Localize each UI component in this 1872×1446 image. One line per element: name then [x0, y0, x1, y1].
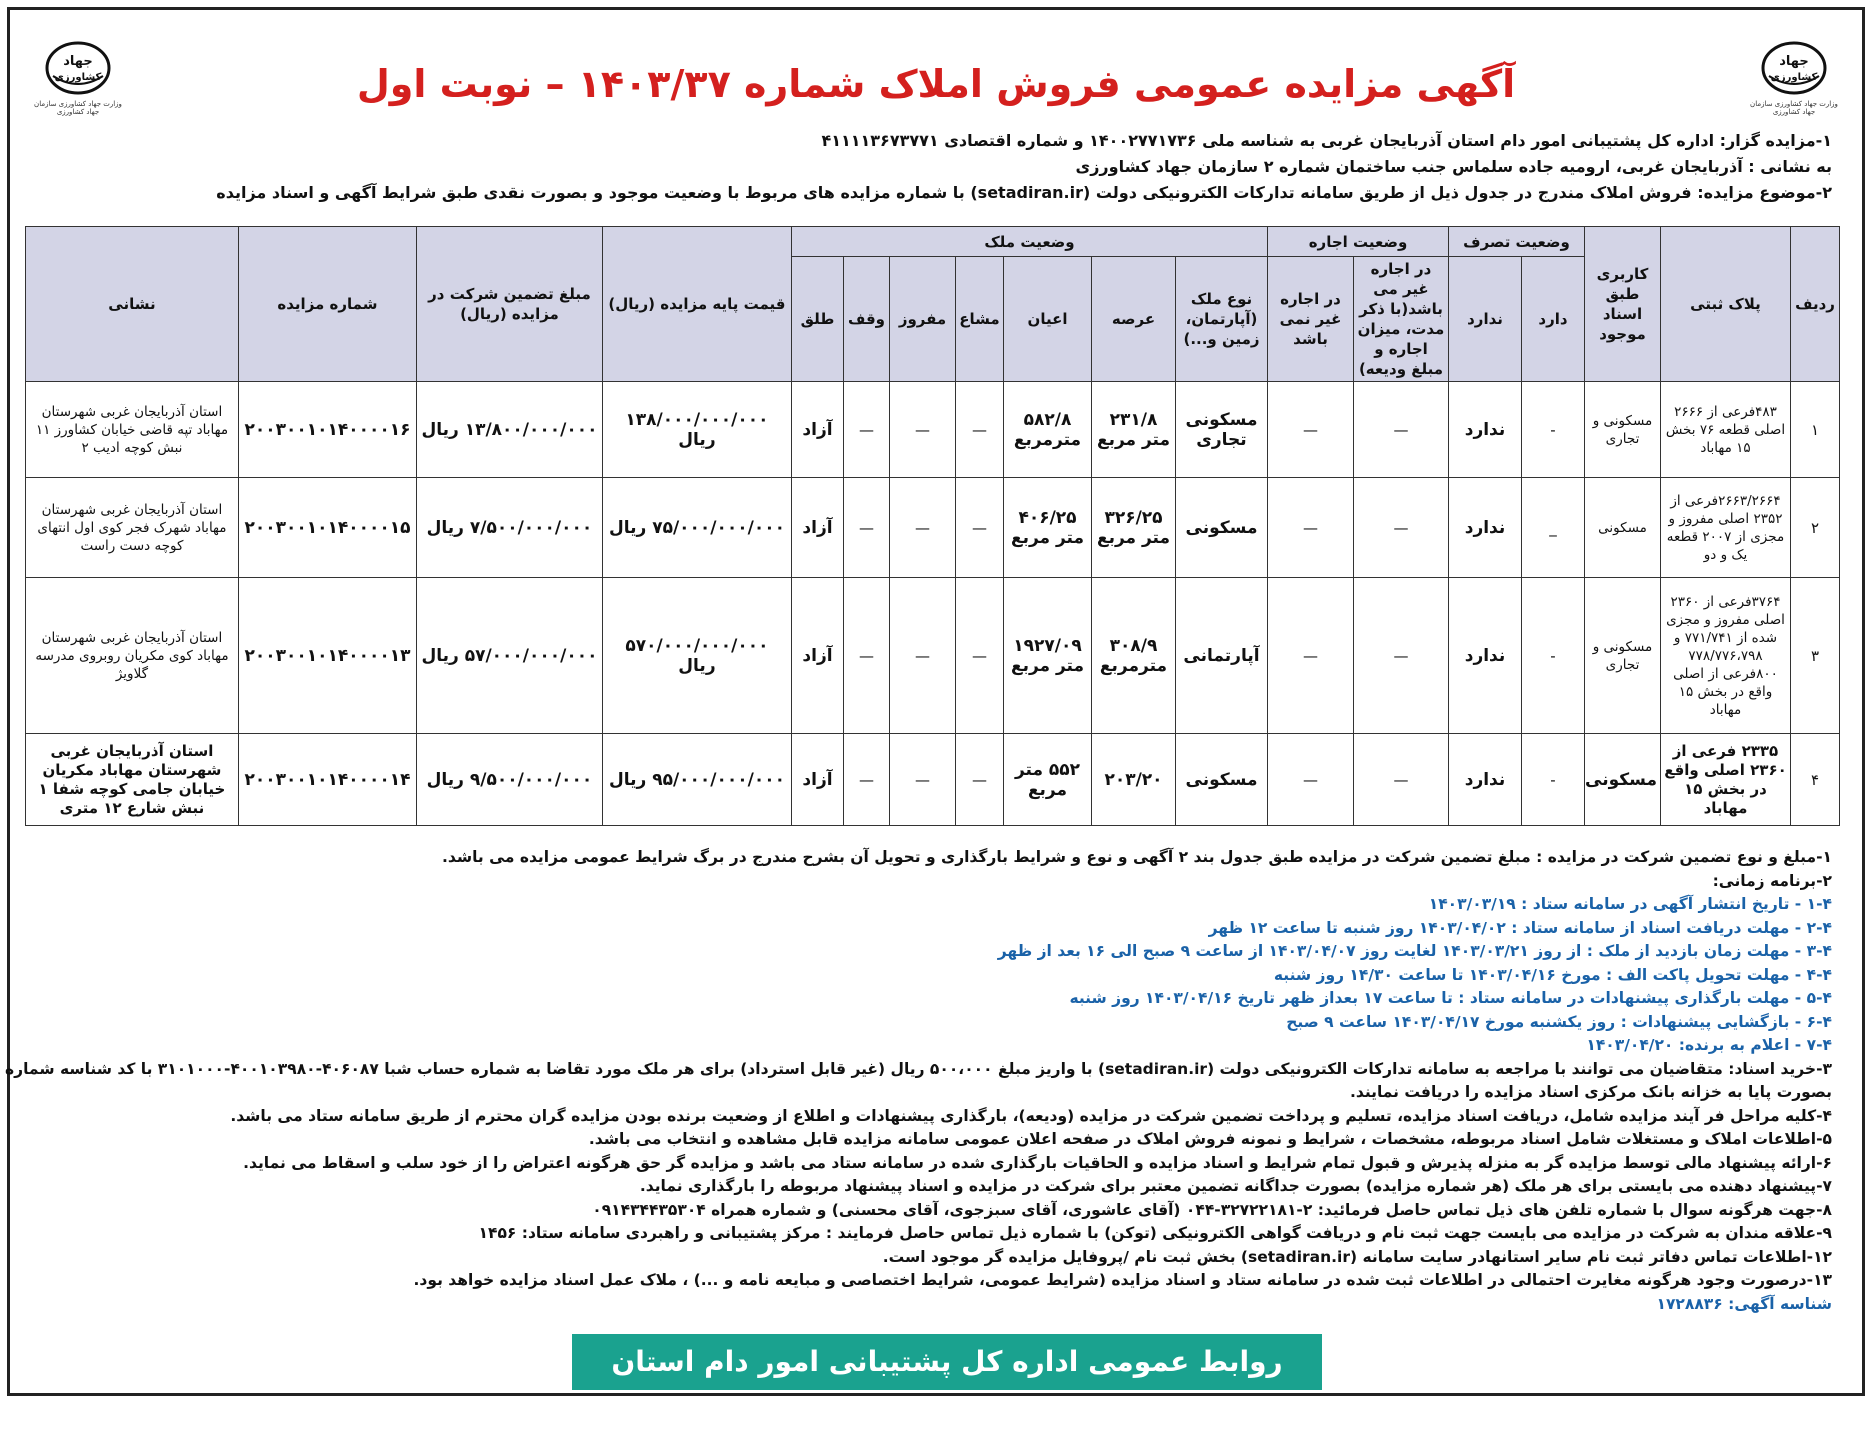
cell-not-leased: — [1268, 734, 1354, 826]
cell-plate: ۳۷۶۴فرعی از ۲۳۶۰ اصلی مفروز و مجزی شده از ۷۷۱/۷۴۱ و ۷۷۸/۷۷۶،۷۹۸ ۸۰۰فرعی از اصلی واقع در بخش ۱۵ مهاباد [1661, 578, 1791, 734]
cell-waqf: — [844, 578, 890, 734]
cell-land: ۳۰۸/۹ مترمربع [1092, 578, 1176, 734]
cell-separated: — [890, 478, 956, 578]
cell-leased: — [1354, 578, 1449, 734]
cell-waqf: — [844, 734, 890, 826]
cell-has: - [1522, 382, 1585, 478]
cell-row: ۱ [1791, 382, 1840, 478]
cell-base-price: ۹۵/۰۰۰/۰۰۰/۰۰۰ ریال [602, 734, 791, 826]
cell-address: استان آذربایجان غربی شهرستان مهاباد کوی مکریان روبروی مدرسه گلاویژ [25, 578, 238, 734]
cell-guarantee: ۱۳/۸۰۰/۰۰۰/۰۰۰ ریال [416, 382, 602, 478]
header-free: طلق [791, 257, 843, 382]
cell-plate: ۲۶۶۳/۲۶۶۴فرعی از ۲۳۵۲ اصلی مفروز و مجزی از ۲۰۰۷ قطعه یک و دو [1661, 478, 1791, 578]
note-line: ۴-۴ - مهلت تحویل پاکت الف : مورخ ۱۴۰۳/۰۴/۱۶ تا ساعت ۱۴/۳۰ روز شنبه [1273, 965, 1832, 984]
cell-leased: — [1354, 478, 1449, 578]
cell-type: مسکونی [1176, 478, 1268, 578]
cell-waqf: — [844, 478, 890, 578]
header-lease: وضعیت اجاره [1268, 227, 1449, 257]
header-shared: مشاع [956, 257, 1004, 382]
cell-type: مسکونی [1176, 734, 1268, 826]
table-row [25, 578, 1839, 734]
table-row [25, 382, 1839, 478]
cell-auction-number: ۲۰۰۳۰۰۱۰۱۴۰۰۰۰۱۶ [238, 382, 416, 478]
cell-building: ۵۵۲ متر مربع [1004, 734, 1092, 826]
cell-shared: — [956, 382, 1004, 478]
cell-building: ۵۸۲/۸ مترمربع [1004, 382, 1092, 478]
cell-has: _ [1522, 478, 1585, 578]
cell-shared: — [956, 578, 1004, 734]
cell-has-not: ندارد [1449, 734, 1522, 826]
note-line: ۲-برنامه زمانی: [1712, 871, 1832, 890]
note-line: ۳-۴ - مهلت زمان بازدید از ملک : از روز ۱۴۰۳/۰۳/۲۱ لغایت روز ۱۴۰۳/۰۴/۰۷ از ساعت ۹ صبح الی ۱۶ بعد از ظهر [997, 942, 1832, 960]
note-line: ۴-کلیه مراحل فر آیند مزایده شامل، دریافت اسناد مزایده، تسلیم و پرداخت تضمین شرکت در مزایده (ودیعه)، بارگذاری پیشنهادات و اطلاع از وضعیت برنده بودن مزایده گران محترم از طریق سامانه ستاد می باشد. [230, 1106, 1832, 1125]
cell-auction-number: ۲۰۰۳۰۰۱۰۱۴۰۰۰۰۱۵ [238, 478, 416, 578]
cell-guarantee: ۹/۵۰۰/۰۰۰/۰۰۰ ریال [416, 734, 602, 826]
cell-usage: مسکونی [1585, 734, 1661, 826]
note-line: ۹-علاقه مندان به شرکت در مزایده می بایست جهت ثبت نام و دریافت گواهی الکترونیکی (توکن) با شماره ذیل تماس حاصل فرمایند : مرکز پشتیبانی و راهبردی سامانه ستاد: ۱۴۵۶ [478, 1224, 1832, 1242]
cell-usage: مسکونی و تجاری [1585, 382, 1661, 478]
note-line: ۵-اطلاعات املاک و مستغلات شامل اسناد مربوطه، مشخصات ، شرایط و نمونه فروش املاک در صفحه اعلان عمومی سامانه مزایده قابل مشاهده و انتخاب می باشد. [588, 1130, 1832, 1148]
cell-row: ۴ [1791, 734, 1840, 826]
jahad-keshavarzi-logo-icon [1759, 40, 1829, 98]
cell-building: ۴۰۶/۲۵ متر مربع [1004, 478, 1092, 578]
cell-free: آزاد [791, 578, 843, 734]
header-base-price: قیمت پایه مزایده (ریال) [602, 227, 791, 382]
logo-right [1748, 40, 1840, 116]
cell-free: آزاد [791, 382, 843, 478]
note-line: بصورت پایا به خزانه بانک مرکزی اسناد مزایده را دریافت نمایند. [1349, 1083, 1832, 1101]
cell-type: مسکونی تجاری [1176, 382, 1268, 478]
cell-type: آپارتمانی [1176, 578, 1268, 734]
cell-not-leased: — [1268, 578, 1354, 734]
notes-section [5, 846, 1832, 1316]
note-line: ۱-مبلغ و نوع تضمین شرکت در مزایده : مبلغ تضمین شرکت در مزایده طبق جدول بند ۲ آگهی و نوع و شرایط بارگذاری و تحویل آن بشرح مندرج در برگ شرایط عمومی مزایده می باشد. [442, 848, 1832, 866]
cell-separated: — [890, 734, 956, 826]
cell-land: ۲۰۳/۲۰ [1092, 734, 1176, 826]
header-has: دارد [1522, 257, 1585, 382]
cell-separated: — [890, 382, 956, 478]
cell-leased: — [1354, 734, 1449, 826]
auction-notice-page [5, 7, 1865, 1434]
footer-banner: روابط عمومی اداره کل پشتیبانی امور دام استان آذربایجان غربی [572, 1334, 1322, 1390]
note-line: ۵-۴ - مهلت بارگذاری پیشنهادات در سامانه ستاد : تا ساعت ۱۷ بعداز ظهر تاریخ ۱۴۰۳/۰۴/۱۶ روز شنبه [1069, 989, 1832, 1007]
note-line: ۸-جهت هرگونه سوال با شماره تلفن های ذیل تماس حاصل فرمائید: ۲-۳۲۷۲۲۱۸۱-۰۴۴ (آقای عاشوری، آقای سبزجوی، آقای محسنی) و شماره همراه ۰۹۱۴۳۴۴۳۵۳۰۴ [592, 1200, 1832, 1219]
cell-address: استان آذربایجان غربی شهرستان مهاباد شهرک فجر کوی اول انتهای کوچه دست راست [25, 478, 238, 578]
cell-building: ۱۹۲۷/۰۹ متر مربع [1004, 578, 1092, 734]
logo-left [32, 40, 124, 116]
cell-plate: ۲۳۳۵ فرعی از ۲۳۶۰ اصلی واقع در بخش ۱۵ مهاباد [1661, 734, 1791, 826]
svg-text:جهاد: جهاد [1779, 54, 1809, 69]
intro-line: به نشانی : آذربایجان غربی، ارومیه جاده سلماس جنب ساختمان شماره ۲ سازمان جهاد کشاورزی [1075, 157, 1832, 176]
table-row [25, 734, 1839, 826]
header-not-leased: در اجاره غیر نمی باشد [1268, 257, 1354, 382]
cell-waqf: — [844, 382, 890, 478]
cell-row: ۳ [1791, 578, 1840, 734]
header-property: وضعیت ملک [791, 227, 1267, 257]
note-line: ۱-۴ - تاریخ انتشار آگهی در سامانه ستاد : ۱۴۰۳/۰۳/۱۹ [1428, 895, 1832, 913]
cell-row: ۲ [1791, 478, 1840, 578]
header-possession: وضعیت تصرف [1449, 227, 1585, 257]
header-type: نوع ملک (آپارتمان، زمین و...) [1176, 257, 1268, 382]
intro-line: ۱-مزایده گزار: اداره کل پشتیبانی امور دام استان آذربایجان غربی به شناسه ملی ۱۴۰۰۲۷۷۱۷۳۶ و شماره اقتصادی ۴۱۱۱۱۳۶۷۳۷۷۱ [821, 131, 1832, 150]
page-title: آگهی مزایده عمومی فروش املاک شماره ۱۴۰۳/۳۷ – نوبت اول [356, 62, 1516, 106]
cell-usage: مسکونی و تجاری [1585, 578, 1661, 734]
cell-has: - [1522, 578, 1585, 734]
cell-auction-number: ۲۰۰۳۰۰۱۰۱۴۰۰۰۰۱۳ [238, 578, 416, 734]
cell-base-price: ۷۵/۰۰۰/۰۰۰/۰۰۰ ریال [602, 478, 791, 578]
cell-usage: مسکونی [1585, 478, 1661, 578]
table-row [25, 478, 1839, 578]
note-line: ۲-۴ - مهلت دریافت اسناد از سامانه ستاد : ۱۴۰۳/۰۴/۰۲ روز شنبه تا ساعت ۱۲ ظهر [1208, 918, 1832, 937]
jahad-keshavarzi-logo-icon [43, 40, 113, 98]
header-leased: در اجاره غیر می باشد(با ذکر مدت، میزان اجاره و مبلغ ودیعه) [1354, 257, 1449, 382]
note-line: ۷-۴ - اعلام به برنده: ۱۴۰۳/۰۴/۲۰ [1586, 1036, 1832, 1054]
header-address: نشانی [25, 227, 238, 382]
header-waqf: وقف [844, 257, 890, 382]
header-land: عرصه [1092, 257, 1176, 382]
cell-free: آزاد [791, 734, 843, 826]
cell-auction-number: ۲۰۰۳۰۰۱۰۱۴۰۰۰۰۱۴ [238, 734, 416, 826]
header-has-not: ندارد [1449, 257, 1522, 382]
intro-line: ۲-موضوع مزایده: فروش املاک مندرج در جدول ذیل از طریق سامانه تدارکات الکترونیکی دولت (setadiran.ir) با شماره مزایده های مربوط با وضعیت موجود و بصورت نقدی طبق شرایط آگهی و اسناد مزایده [216, 183, 1832, 202]
cell-separated: — [890, 578, 956, 734]
cell-free: آزاد [791, 478, 843, 578]
note-line: ۶-ارائه پیشنهاد مالی توسط مزایده گر به منزله پذیرش و قبول تمام شرایط و اسناد مزایده و الحاقیات بارگذاری شده در سامانه ستاد می باشد و مزایده گر حق هرگونه اعتراض را از خود سلب و اسقاط می نماید. [243, 1153, 1832, 1172]
note-line: ۷-پیشنهاد دهنده می بایستی برای هر ملک (هر شماره مزایده) بصورت جداگانه تضمین معتبر برای شرکت در مزایده و اسناد پیشنهاد مربوطه را بارگذاری نماید. [639, 1177, 1832, 1195]
cell-land: ۳۲۶/۲۵ متر مربع [1092, 478, 1176, 578]
header-auction-number: شماره مزایده [238, 227, 416, 382]
header-building: اعیان [1004, 257, 1092, 382]
header-row-number: ردیف [1791, 227, 1840, 382]
header-usage: کاربری طبق اسناد موجود [1585, 227, 1661, 382]
cell-base-price: ۱۳۸/۰۰۰/۰۰۰/۰۰۰ ریال [602, 382, 791, 478]
note-line: ۳-خرید اسناد: متقاضیان می توانند با مراجعه به سامانه تدارکات الکترونیکی دولت (setadiran.ir) با واریز مبلغ ۵۰۰،۰۰۰ ریال (غیر قابل استرداد) برای هر ملک مورد تقاضا به شماره حساب شبا ۴۰۶۰۸۷-۴۰۰۱۰۳۹۸۰-۳۱۰۱۰۰۰ با کد شناسه شماره [5, 1059, 1832, 1078]
cell-land: ۲۳۱/۸ متر مربع [1092, 382, 1176, 478]
cell-shared: — [956, 734, 1004, 826]
cell-base-price: ۵۷۰/۰۰۰/۰۰۰/۰۰۰ ریال [602, 578, 791, 734]
cell-not-leased: — [1268, 478, 1354, 578]
note-line: شناسه آگهی: ۱۷۲۸۸۳۶ [1656, 1294, 1832, 1313]
cell-has: - [1522, 734, 1585, 826]
note-line: ۶-۴ - بازگشایی پیشنهادات : روز یکشنبه مورخ ۱۴۰۳/۰۴/۱۷ ساعت ۹ صبح [1286, 1012, 1832, 1031]
cell-address: استان آذربایجان غربی شهرستان مهاباد تپه قاضی خیابان کشاورز ۱۱ نبش کوچه ادیب ۲ [25, 382, 238, 478]
intro-section [30, 128, 1832, 206]
note-line: ۱۳-درصورت وجود هرگونه مغایرت احتمالی در اطلاعات ثبت شده در سامانه ستاد و اسناد مزایده (شرایط عمومی، شرایط اختصاصی و مبایعه نامه و ...) ، ملاک عمل اسناد مزایده خواهد بود. [413, 1271, 1832, 1289]
cell-plate: ۴۸۳فرعی از ۲۶۶۶ اصلی قطعه ۷۶ بخش ۱۵ مهاباد [1661, 382, 1791, 478]
svg-text:جهاد: جهاد [63, 54, 93, 69]
cell-address: استان آذربایجان غربی شهرستان مهاباد مکریان خیابان جامی کوچه شفا ۱ نبش شارع ۱۲ متری [25, 734, 238, 826]
cell-guarantee: ۵۷/۰۰۰/۰۰۰/۰۰۰ ریال [416, 578, 602, 734]
logo-subtitle: وزارت جهاد کشاورزی سازمان جهاد کشاورزی [1750, 100, 1838, 116]
note-line: ۱۲-اطلاعات تماس دفاتر ثبت نام سایر استانهادر سایت سامانه (setadiran.ir) بخش ثبت نام /پروفایل مزایده گر موجود است. [882, 1247, 1832, 1266]
svg-text:کشاورزی: کشاورزی [1770, 72, 1818, 83]
cell-shared: — [956, 478, 1004, 578]
cell-guarantee: ۷/۵۰۰/۰۰۰/۰۰۰ ریال [416, 478, 602, 578]
cell-has-not: ندارد [1449, 382, 1522, 478]
header-guarantee: مبلغ تضمین شرکت در مزایده (ریال) [416, 227, 602, 382]
header-separated: مفروز [890, 257, 956, 382]
properties-table [25, 226, 1840, 826]
header-plate: پلاک ثبتی [1661, 227, 1791, 382]
logo-subtitle: وزارت جهاد کشاورزی سازمان جهاد کشاورزی [34, 100, 122, 116]
cell-not-leased: — [1268, 382, 1354, 478]
svg-text:کشاورزی: کشاورزی [54, 72, 102, 83]
cell-has-not: ندارد [1449, 578, 1522, 734]
cell-leased: — [1354, 382, 1449, 478]
cell-has-not: ندارد [1449, 478, 1522, 578]
